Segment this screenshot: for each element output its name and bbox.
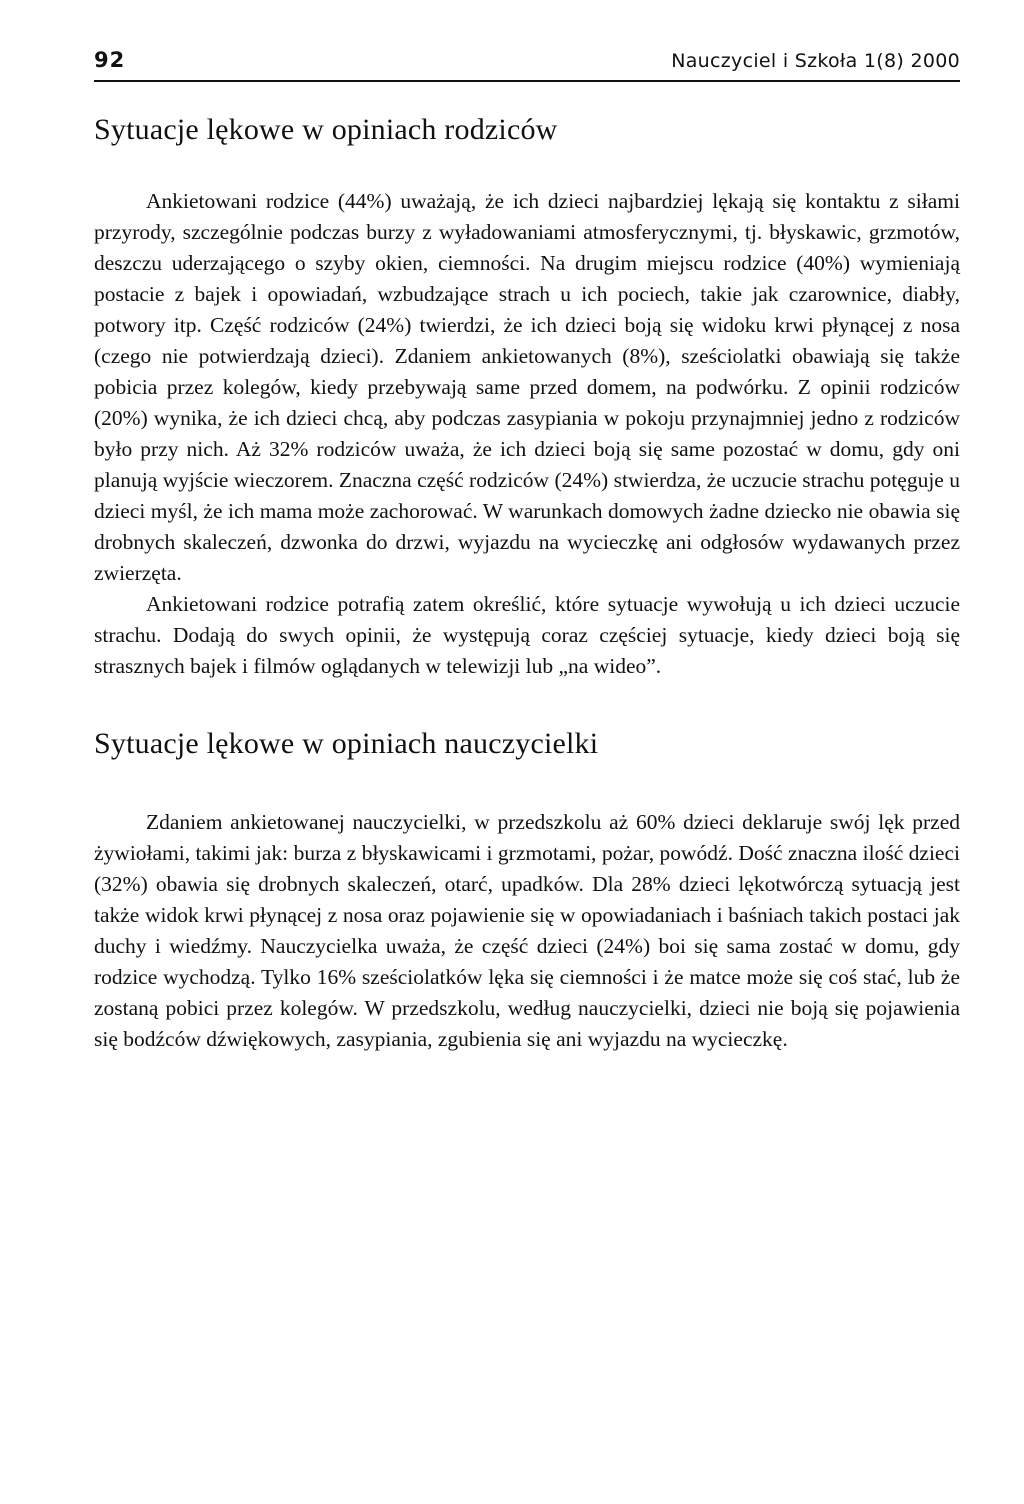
running-head: Nauczyciel i Szkoła 1(8) 2000 [671, 50, 960, 72]
page-number: 92 [94, 48, 126, 72]
paragraph-teacher-1: Zdaniem ankietowanej nauczycielki, w przedszkolu aż 60% dzieci deklaruje swój lęk przed żywiołami, takimi jak: burza z błyskawicami i grzmotami, pożar, powódź. Dość znaczna ilość dzieci (32%) obawia się drobnych skaleczeń, otarć, upadków. Dla 28% dzieci lękotwórczą sytuacją jest także widok krwi płynącej z nosa oraz pojawienie się w opowiadaniach i baśniach takich postaci jak duchy i wiedźmy. Nauczycielka uważa, że część dzieci (24%) boi się sama zostać w domu, gdy rodzice wychodzą. Tylko 16% sześciolatków lęka się ciemności i że matce może się coś stać, lub że zostaną pobici przez kolegów. W przedszkolu, według nauczycielki, dzieci nie boją się pojawienia się bodźców dźwiękowych, zasypiania, zgubienia się ani wyjazdu na wycieczkę. [94, 810, 960, 1051]
section-title-teacher: Sytuacje lękowe w opiniach nauczycielki [94, 727, 599, 760]
paragraph-parents-2: Ankietowani rodzice potrafią zatem określić, które sytuacje wywołują u ich dzieci uczucie strachu. Dodają do swych opinii, że występują coraz częściej sytuacje, kiedy dzieci boją się strasznych bajek i filmów oglądanych w telewizji lub „na wideo”. [94, 592, 960, 678]
section-title-parents: Sytuacje lękowe w opiniach rodziców [94, 113, 558, 146]
page-header [94, 44, 960, 82]
page [94, 44, 960, 1055]
paragraph-parents-1: Ankietowani rodzice (44%) uważają, że ich dzieci najbardziej lękają się kontaktu z siłami przyrody, szczególnie podczas burzy z wyładowaniami atmosferycznymi, tj. błyskawic, grzmotów, deszczu uderzającego o szyby okien, ciemności. Na drugim miejscu rodzice (40%) wymieniają postacie z bajek i opowiadań, wzbudzające strach u ich pociech, takie jak czarownice, diabły, potwory itp. Część rodziców (24%) twierdzi, że ich dzieci boją się widoku krwi płynącej z nosa (czego nie potwierdzają dzieci). Zdaniem ankietowanych (8%), sześciolatki obawiają się także pobicia przez kolegów, kiedy przebywają same przed domem, na podwórku. Z opinii rodziców (20%) wynika, że ich dzieci chcą, aby podczas zasypiania w pokoju przynajmniej jedno z rodziców było przy nich. Aż 32% rodziców uważa, że ich dzieci boją się same pozostać w domu, gdy oni planują wyjście wieczorem. Znaczna część rodziców (24%) stwierdza, że uczucie strachu potęguje u dzieci myśl, że ich mama może zachorować. W warunkach domowych żadne dziecko nie obawia się drobnych skaleczeń, dzwonka do drzwi, wyjazdu na wycieczkę ani odgłosów wydawanych przez zwierzęta. [94, 189, 960, 585]
